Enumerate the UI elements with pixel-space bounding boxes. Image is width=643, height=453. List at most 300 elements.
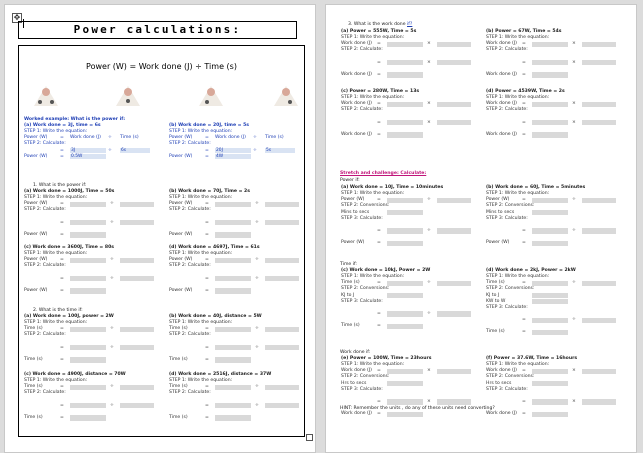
result-eq: = (60, 287, 64, 293)
result-label: Power (W) (341, 240, 365, 246)
eq-blank-2[interactable] (582, 198, 616, 203)
move-handle-icon[interactable]: ✥ (13, 13, 21, 22)
calc-blank-2[interactable] (582, 228, 616, 233)
answer-blank[interactable] (70, 232, 106, 237)
calc-blank-2[interactable] (437, 120, 471, 125)
question-2-c (24, 372, 156, 421)
calc-op: × (427, 398, 431, 404)
eq-blank-2[interactable] (120, 258, 154, 263)
calc-eq: = (205, 219, 209, 225)
conversion-blank-2[interactable] (532, 299, 568, 304)
conversion-label: KJ to J (341, 292, 355, 298)
step2-conversions-label: STEP 2: Conversions: (341, 203, 390, 209)
result-eq: = (522, 411, 526, 417)
eq-blank-1[interactable] (387, 42, 423, 47)
worksheet-page-2 (325, 4, 637, 453)
eq-blank-1[interactable] (70, 258, 106, 263)
question-text: (a) Work done = 3J, time = 6s (24, 123, 101, 128)
eq-label: Time (s) (486, 280, 505, 286)
calc-blank-2[interactable] (265, 220, 299, 225)
eq-blank-2[interactable] (120, 385, 154, 390)
calc-blank-1[interactable] (387, 120, 423, 125)
eq-sign: = (205, 135, 209, 141)
eq-op: ÷ (572, 197, 576, 203)
calc-blank-2[interactable] (437, 60, 471, 65)
eq-blank-2[interactable] (265, 258, 299, 263)
step2-conversions-label: STEP 2: Conversions: (486, 203, 535, 209)
answer-blank[interactable] (387, 324, 423, 329)
conversion-blank-1[interactable] (532, 381, 568, 386)
calc-blank-2[interactable] (582, 120, 616, 125)
step3-calculate-label: STEP 3: Calculate: (486, 386, 528, 392)
calc-eq: = (377, 310, 381, 316)
ans-eq: = (205, 153, 209, 159)
eq-blank-2[interactable] (265, 202, 299, 207)
result-label: Work done (J) (341, 411, 372, 417)
eq-label: Power (W) (341, 197, 365, 203)
eq-blank-1[interactable] (70, 202, 106, 207)
eq-label: Work done (J) (341, 41, 372, 47)
calc-op: ÷ (572, 227, 576, 233)
step1-label: STEP 1: Write the equation: (169, 320, 233, 326)
eq-blank-2[interactable] (582, 281, 616, 286)
step2-conversions-label: STEP 2: Conversions: (486, 286, 535, 292)
eq-blank-1[interactable] (215, 258, 251, 263)
eq-blank-1[interactable] (70, 385, 106, 390)
calc-op: × (572, 119, 576, 125)
calc-blank-1[interactable] (215, 345, 251, 350)
question-text: (f) Power = 37.6W, Time = 16hours (486, 356, 578, 361)
eq-blank-2[interactable] (437, 369, 471, 374)
eq-blank-2[interactable] (437, 42, 471, 47)
eq-label: Power (W) (24, 201, 48, 207)
question-text: (d) Work done = 2516J, distance = 37W (169, 372, 272, 377)
step2-label: STEP 2: Calculate: (169, 263, 211, 269)
step1-label: STEP 1: Write the equation: (486, 35, 550, 41)
answer-blank[interactable] (70, 357, 106, 362)
result-label: Work done (J) (341, 71, 372, 77)
eq-op: × (427, 41, 431, 47)
resize-handle-icon[interactable] (306, 434, 313, 441)
step2-label: STEP 2: Calculate: (169, 141, 211, 147)
calc-eq: = (205, 344, 209, 350)
calc-op: ÷ (255, 402, 259, 408)
eq-sign: = (60, 326, 64, 332)
eq-label: Time (s) (169, 384, 188, 390)
eq-op: ÷ (255, 257, 259, 263)
calc-blank-1[interactable] (532, 318, 568, 323)
ans-label: Power (W) (169, 153, 193, 159)
question-1-a (24, 189, 156, 238)
calc-blank-1[interactable] (70, 345, 106, 350)
step1-label: STEP 1: Write the equation: (341, 274, 405, 280)
calc-op: ÷ (110, 219, 114, 225)
calc-op: ÷ (110, 275, 114, 281)
step1-label: STEP 1: Write the equation: (486, 191, 550, 197)
calc-blank-2[interactable] (120, 403, 154, 408)
step2-label: STEP 2: Calculate: (341, 47, 383, 53)
eq-sign: = (522, 197, 526, 203)
calc-blank-1[interactable] (215, 403, 251, 408)
result-eq: = (60, 414, 64, 420)
eq-blank-2[interactable] (265, 327, 299, 332)
eq-power: Power (W) (24, 135, 48, 141)
calc-blank-2[interactable] (582, 399, 616, 404)
question-text: (b) Work done = 70J, Time = 2s (169, 189, 250, 194)
calc-op: × (427, 59, 431, 65)
eq-time: Time (s) (120, 135, 139, 141)
calc-blank-1[interactable] (215, 220, 251, 225)
eq-label: Power (W) (486, 197, 510, 203)
calc-div: ÷ (108, 147, 112, 153)
answer-blank[interactable] (387, 132, 423, 137)
calc-blank-1[interactable] (532, 399, 568, 404)
eq-workdone: Work done (J) (70, 135, 101, 141)
calc-blank-2[interactable] (265, 403, 299, 408)
answer-blank[interactable] (70, 415, 106, 420)
work-if-heading: Work done if: (340, 350, 371, 355)
calc-eq: = (205, 275, 209, 281)
conversion-blank-1[interactable] (532, 210, 568, 215)
eq-blank-2[interactable] (120, 202, 154, 207)
eq-sign: = (60, 257, 64, 263)
eq-sign: = (205, 257, 209, 263)
question-1-c (24, 245, 156, 294)
step1-label: STEP 1: Write the equation: (24, 251, 88, 257)
triangle-person-icon (34, 86, 58, 110)
calc-blank-1[interactable] (70, 220, 106, 225)
calc-blank-2[interactable] (582, 318, 616, 323)
question-text: (c) Work done = 10kJ, Power = 2W (341, 268, 431, 273)
calc-blank-1[interactable] (532, 60, 568, 65)
conversion-blank-1[interactable] (387, 381, 423, 386)
result-eq: = (377, 240, 381, 246)
answer-blank[interactable] (532, 412, 568, 417)
eq-blank-1[interactable] (532, 42, 568, 47)
eq-op: × (572, 41, 576, 47)
conversion-label: Mins to secs (341, 209, 370, 215)
answer-blank[interactable] (215, 232, 251, 237)
eq-blank-2[interactable] (582, 369, 616, 374)
answer-blank[interactable] (387, 241, 423, 246)
conversion-label: Hrs to secs (341, 380, 367, 386)
answer-blank[interactable] (215, 357, 251, 362)
eq-label: Work done (J) (341, 101, 372, 107)
stretch-heading: Stretch and challenge: Calculate: (340, 171, 427, 176)
calc-blank-1[interactable] (532, 120, 568, 125)
step3-calculate-label: STEP 3: Calculate: (341, 215, 383, 221)
step1-label: STEP 1: Write the equation: (24, 320, 88, 326)
eq-blank-1[interactable] (215, 385, 251, 390)
stretch-time-c (341, 268, 473, 329)
step2-label: STEP 2: Calculate: (341, 107, 383, 113)
eq-div: ÷ (253, 135, 257, 141)
conversion-blank-1[interactable] (387, 293, 423, 298)
calc-eq: = (60, 344, 64, 350)
step3-calculate-label: STEP 3: Calculate: (486, 215, 528, 221)
eq-label: Power (W) (169, 257, 193, 263)
calc-blank-1[interactable] (70, 276, 106, 281)
calc-op: ÷ (427, 310, 431, 316)
calc-blank-1[interactable] (387, 228, 423, 233)
eq-op: × (572, 101, 576, 107)
eq-blank-2[interactable] (437, 198, 471, 203)
conversion-blank-1[interactable] (532, 293, 568, 298)
answer-blank[interactable] (387, 72, 423, 77)
step1-label: STEP 1: Write the equation: (24, 129, 88, 135)
answer-blank[interactable] (532, 241, 568, 246)
step1-label: STEP 1: Write the equation: (341, 95, 405, 101)
calc-op: ÷ (110, 402, 114, 408)
result-label: Time (s) (486, 329, 505, 335)
conversion-blank-1[interactable] (387, 210, 423, 215)
eq-sign: = (377, 280, 381, 286)
power-if-heading: Power if: (340, 178, 360, 183)
answer-blank[interactable] (532, 132, 568, 137)
calc-value-2: 5s (265, 148, 295, 153)
calc-blank-2[interactable] (582, 60, 616, 65)
eq-blank-1[interactable] (532, 198, 568, 203)
question-3-c (341, 89, 473, 138)
eq-blank-2[interactable] (582, 102, 616, 107)
eq-op: ÷ (427, 197, 431, 203)
result-eq: = (522, 131, 526, 137)
result-label: Power (W) (486, 240, 510, 246)
eq-sign: = (522, 280, 526, 286)
eq-sign: = (60, 135, 64, 141)
calc-blank-1[interactable] (532, 228, 568, 233)
worksheet-frame (18, 45, 305, 437)
eq-blank-1[interactable] (215, 327, 251, 332)
result-eq: = (377, 411, 381, 417)
section-3-text: 3. What is the work done (348, 22, 408, 27)
result-label: Power (W) (169, 287, 193, 293)
calc-blank-2[interactable] (265, 276, 299, 281)
result-eq: = (205, 356, 209, 362)
question-3-a (341, 29, 473, 78)
calc-eq: = (377, 59, 381, 65)
eq-op: ÷ (110, 257, 114, 263)
question-3-b (486, 29, 618, 78)
calc-eq: = (205, 147, 209, 153)
question-2-b (169, 314, 301, 363)
calc-op: × (572, 398, 576, 404)
question-text: (d) Power = 4539W, Time = 2s (486, 89, 565, 94)
step1-label: STEP 1: Write the equation: (341, 191, 405, 197)
answer-blank[interactable] (215, 288, 251, 293)
calc-eq: = (377, 227, 381, 233)
eq-label: Power (W) (169, 201, 193, 207)
step1-label: STEP 1: Write the equation: (341, 35, 405, 41)
calc-op: ÷ (255, 275, 259, 281)
step2-conversions-label: STEP 2: Conversions: (341, 286, 390, 292)
calc-value-2: 6s (120, 148, 150, 153)
time-if-heading: Time if: (340, 262, 357, 267)
result-eq: = (205, 414, 209, 420)
eq-sign: = (205, 326, 209, 332)
eq-blank-2[interactable] (582, 42, 616, 47)
step2-label: STEP 2: Calculate: (24, 332, 66, 338)
hint-text: HINT: Remember the units , do any of these units need converting? (340, 406, 495, 411)
eq-workdone: Work done (J) (215, 135, 246, 141)
eq-blank-1[interactable] (387, 369, 423, 374)
eq-blank-1[interactable] (532, 102, 568, 107)
calc-op: × (572, 59, 576, 65)
result-label: Time (s) (24, 356, 43, 362)
eq-sign: = (60, 384, 64, 390)
step1-label: STEP 1: Write the equation: (169, 129, 233, 135)
eq-blank-2[interactable] (437, 281, 471, 286)
step1-label: STEP 1: Write the equation: (169, 378, 233, 384)
step2-label: STEP 2: Calculate: (486, 107, 528, 113)
calc-blank-2[interactable] (265, 345, 299, 350)
eq-label: Time (s) (24, 384, 43, 390)
question-text: (a) Work done = 10J, Time = 10minutes (341, 185, 444, 190)
result-eq: = (522, 240, 526, 246)
calc-blank-2[interactable] (120, 276, 154, 281)
ans-label: Power (W) (24, 153, 48, 159)
conversion-label: KJ to J (486, 292, 500, 298)
result-eq: = (60, 231, 64, 237)
section-2-heading: 2. What is the time if: (33, 308, 83, 313)
calc-blank-1[interactable] (215, 276, 251, 281)
section-3-link: if? (407, 22, 413, 27)
result-label: Time (s) (24, 414, 43, 420)
step2-label: STEP 2: Calculate: (169, 332, 211, 338)
question-3-d (486, 89, 618, 138)
calc-blank-1[interactable] (70, 403, 106, 408)
answer-blank[interactable] (532, 72, 568, 77)
question-2-d (169, 372, 301, 421)
answer-value: 4W (215, 154, 251, 159)
calc-blank-1[interactable] (387, 60, 423, 65)
stretch-time-d (486, 268, 618, 336)
worked-example-heading: Worked example: What is the power if: (24, 117, 126, 122)
eq-blank-1[interactable] (532, 281, 568, 286)
stretch-power-b (486, 185, 618, 246)
eq-blank-2[interactable] (265, 385, 299, 390)
question-1-b (169, 189, 301, 238)
calc-eq: = (522, 227, 526, 233)
step3-calculate-label: STEP 3: Calculate: (341, 298, 383, 304)
result-label: Power (W) (24, 287, 48, 293)
calc-blank-1[interactable] (387, 311, 423, 316)
calc-div: ÷ (253, 147, 257, 153)
step2-label: STEP 2: Calculate: (486, 47, 528, 53)
result-label: Work done (J) (486, 411, 517, 417)
section-1-heading: 1. What is the power if: (33, 183, 87, 188)
calc-eq: = (60, 147, 64, 153)
question-text: (a) Work done = 1000J, Time = 50s (24, 189, 115, 194)
result-eq: = (205, 231, 209, 237)
ans-eq: = (60, 153, 64, 159)
question-text: (d) Work done = 2kJ, Power = 2kW (486, 268, 576, 273)
step2-label: STEP 2: Calculate: (24, 207, 66, 213)
answer-blank[interactable] (215, 415, 251, 420)
calc-blank-2[interactable] (437, 399, 471, 404)
calc-op: ÷ (427, 227, 431, 233)
calc-value-1: 20J (215, 148, 251, 153)
eq-blank-1[interactable] (387, 102, 423, 107)
question-text: (d) Work done = 4697J, Time = 61s (169, 245, 260, 250)
eq-blank-1[interactable] (532, 369, 568, 374)
step1-label: STEP 1: Write the equation: (169, 195, 233, 201)
eq-time: Time (s) (265, 135, 284, 141)
calc-op: ÷ (255, 344, 259, 350)
answer-blank[interactable] (70, 288, 106, 293)
calc-blank-2[interactable] (437, 228, 471, 233)
eq-op: ÷ (110, 326, 114, 332)
page-title: Power calculations: (18, 21, 297, 39)
step3-calculate-label: STEP 3: Calculate: (486, 304, 528, 310)
calc-blank-2[interactable] (120, 220, 154, 225)
figure-row (29, 86, 294, 114)
eq-blank-1[interactable] (215, 202, 251, 207)
eq-power: Power (W) (169, 135, 193, 141)
calc-blank-2[interactable] (120, 345, 154, 350)
calc-blank-1[interactable] (387, 399, 423, 404)
eq-op: ÷ (255, 384, 259, 390)
eq-blank-2[interactable] (437, 102, 471, 107)
eq-sign: = (377, 41, 381, 47)
result-eq: = (522, 329, 526, 335)
eq-op: × (427, 368, 431, 374)
calc-eq: = (377, 398, 381, 404)
eq-blank-1[interactable] (70, 327, 106, 332)
formula-heading: Power (W) = Work done (J) ÷ Time (s) (86, 62, 237, 71)
step1-label: STEP 1: Write the equation: (486, 362, 550, 368)
eq-sign: = (205, 384, 209, 390)
result-label: Work done (J) (486, 131, 517, 137)
eq-label: Time (s) (341, 280, 360, 286)
result-eq: = (377, 71, 381, 77)
question-text: (b) Work done = 60J, Time = 5minutes (486, 185, 586, 190)
calc-eq: = (522, 59, 526, 65)
eq-op: × (572, 368, 576, 374)
question-1-d (169, 245, 301, 294)
calc-op: ÷ (255, 219, 259, 225)
answer-blank[interactable] (532, 330, 568, 335)
eq-blank-1[interactable] (387, 198, 423, 203)
question-text: (a) Power = 555W, Time = 5s (341, 29, 417, 34)
conversion-label: Hrs to secs (486, 380, 512, 386)
step2-label: STEP 2: Calculate: (24, 263, 66, 269)
eq-label: Work done (J) (486, 368, 517, 374)
calc-blank-2[interactable] (437, 311, 471, 316)
question-text: (b) Work done = 20J, time = 5s (169, 123, 250, 128)
step2-label: STEP 2: Calculate: (169, 207, 211, 213)
eq-label: Time (s) (24, 326, 43, 332)
eq-blank-2[interactable] (120, 327, 154, 332)
step1-label: STEP 1: Write the equation: (24, 378, 88, 384)
stretch-power-a (341, 185, 473, 246)
step2-label: STEP 2: Calculate: (24, 390, 66, 396)
eq-blank-1[interactable] (387, 281, 423, 286)
calc-eq: = (377, 119, 381, 125)
step3-calculate-label: STEP 3: Calculate: (341, 386, 383, 392)
calc-eq: = (522, 119, 526, 125)
step2-label: STEP 2: Calculate: (169, 390, 211, 396)
step2-conversions-label: STEP 2: Conversions: (486, 374, 535, 380)
stretch-work-f (486, 356, 618, 417)
eq-sign: = (377, 197, 381, 203)
question-2-a (24, 314, 156, 363)
result-label: Power (W) (169, 231, 193, 237)
result-label: Time (s) (169, 356, 188, 362)
worked-example-b (169, 123, 299, 160)
calc-eq: = (60, 219, 64, 225)
answer-blank[interactable] (387, 412, 423, 417)
